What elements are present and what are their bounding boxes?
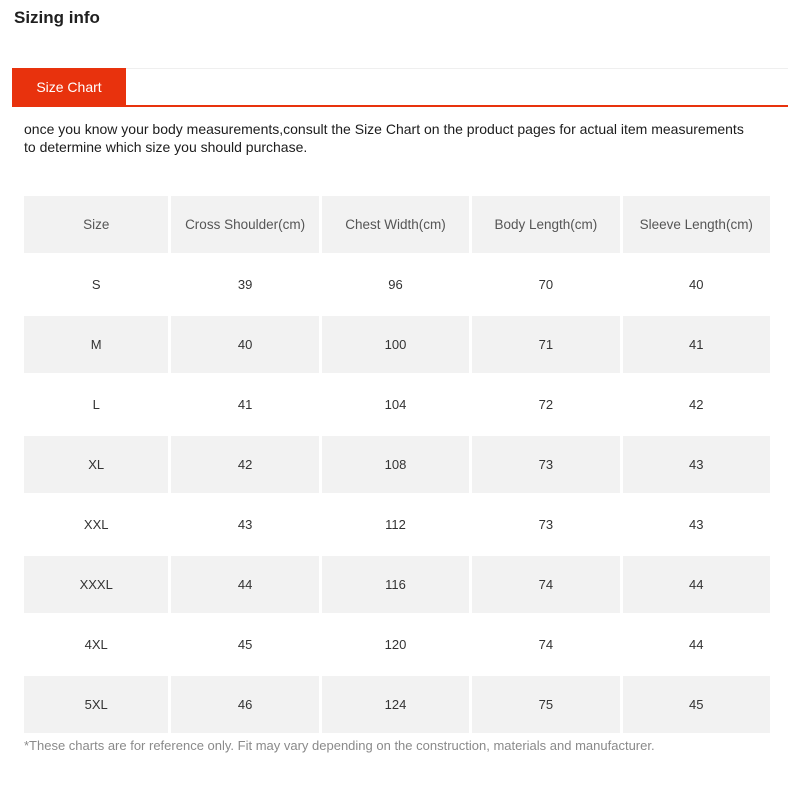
cell-sleeve-length: 42: [689, 397, 704, 412]
cell-body-length: 74: [472, 556, 619, 613]
table-row: [24, 316, 770, 373]
cell-size: XXXL: [24, 556, 168, 613]
table-row: [24, 676, 770, 733]
cell-chest-width: 104: [384, 397, 407, 412]
size-chart-table: [21, 193, 773, 736]
cell-sleeve-length: 41: [623, 316, 770, 373]
header-size: Size: [24, 196, 168, 253]
tab-bar: [12, 68, 788, 108]
cell-cross-shoulder: 40: [171, 316, 318, 373]
cell-body-length: 71: [472, 316, 619, 373]
tab-underline: [12, 105, 788, 107]
cell-sleeve-length: 40: [689, 277, 704, 292]
table-row: [24, 256, 770, 313]
cell-size: 5XL: [24, 676, 168, 733]
table-row: [24, 556, 770, 613]
cell-sleeve-length: 45: [623, 676, 770, 733]
cell-cross-shoulder: 44: [171, 556, 318, 613]
header-sleeve-length: Sleeve Length(cm): [623, 196, 770, 253]
cell-chest-width: 108: [322, 436, 469, 493]
cell-sleeve-length: 43: [689, 517, 704, 532]
cell-cross-shoulder: 42: [171, 436, 318, 493]
header-body-length: Body Length(cm): [472, 196, 619, 253]
cell-cross-shoulder: 41: [237, 397, 253, 412]
header-chest-width: Chest Width(cm): [322, 196, 469, 253]
cell-size: L: [92, 397, 100, 412]
cell-cross-shoulder: 45: [237, 637, 253, 652]
reference-footnote: *These charts are for reference only. Fit may vary depending on the construction, materials and manufacturer.: [24, 738, 655, 753]
cell-size: S: [91, 277, 101, 292]
page-title: Sizing info: [14, 8, 100, 27]
table-row: [24, 616, 770, 673]
cell-size: XL: [24, 436, 168, 493]
cell-body-length: 73: [472, 436, 619, 493]
cell-chest-width: 100: [322, 316, 469, 373]
header-cross-shoulder: Cross Shoulder(cm): [171, 196, 318, 253]
cell-body-length: 75: [472, 676, 619, 733]
cell-chest-width: 116: [322, 556, 469, 613]
table-row: [24, 436, 770, 493]
cell-cross-shoulder: 39: [237, 277, 253, 292]
cell-chest-width: 124: [322, 676, 469, 733]
tab-bar-top-divider: [126, 68, 788, 69]
cell-chest-width: 96: [388, 277, 403, 292]
cell-body-length: 74: [538, 637, 554, 652]
intro-text: once you know your body measurements,consult the Size Chart on the product pages for actual item measurements to determine which size you should purchase.: [24, 121, 744, 155]
table-row: [24, 496, 770, 553]
cell-body-length: 70: [538, 277, 554, 292]
table-row: [24, 376, 770, 433]
cell-sleeve-length: 43: [623, 436, 770, 493]
tab-size-chart-label: Size Chart: [36, 78, 102, 95]
cell-chest-width: 120: [384, 637, 407, 652]
cell-body-length: 73: [538, 517, 554, 532]
cell-chest-width: 112: [385, 517, 406, 532]
cell-sleeve-length: 44: [689, 637, 704, 652]
cell-size: XXL: [83, 517, 109, 532]
cell-body-length: 72: [538, 397, 554, 412]
cell-cross-shoulder: 46: [171, 676, 318, 733]
table-header-row: [24, 196, 770, 253]
cell-size: M: [24, 316, 168, 373]
tab-size-chart[interactable]: [12, 68, 126, 105]
cell-cross-shoulder: 43: [237, 517, 253, 532]
cell-size: 4XL: [84, 637, 108, 652]
cell-sleeve-length: 44: [623, 556, 770, 613]
